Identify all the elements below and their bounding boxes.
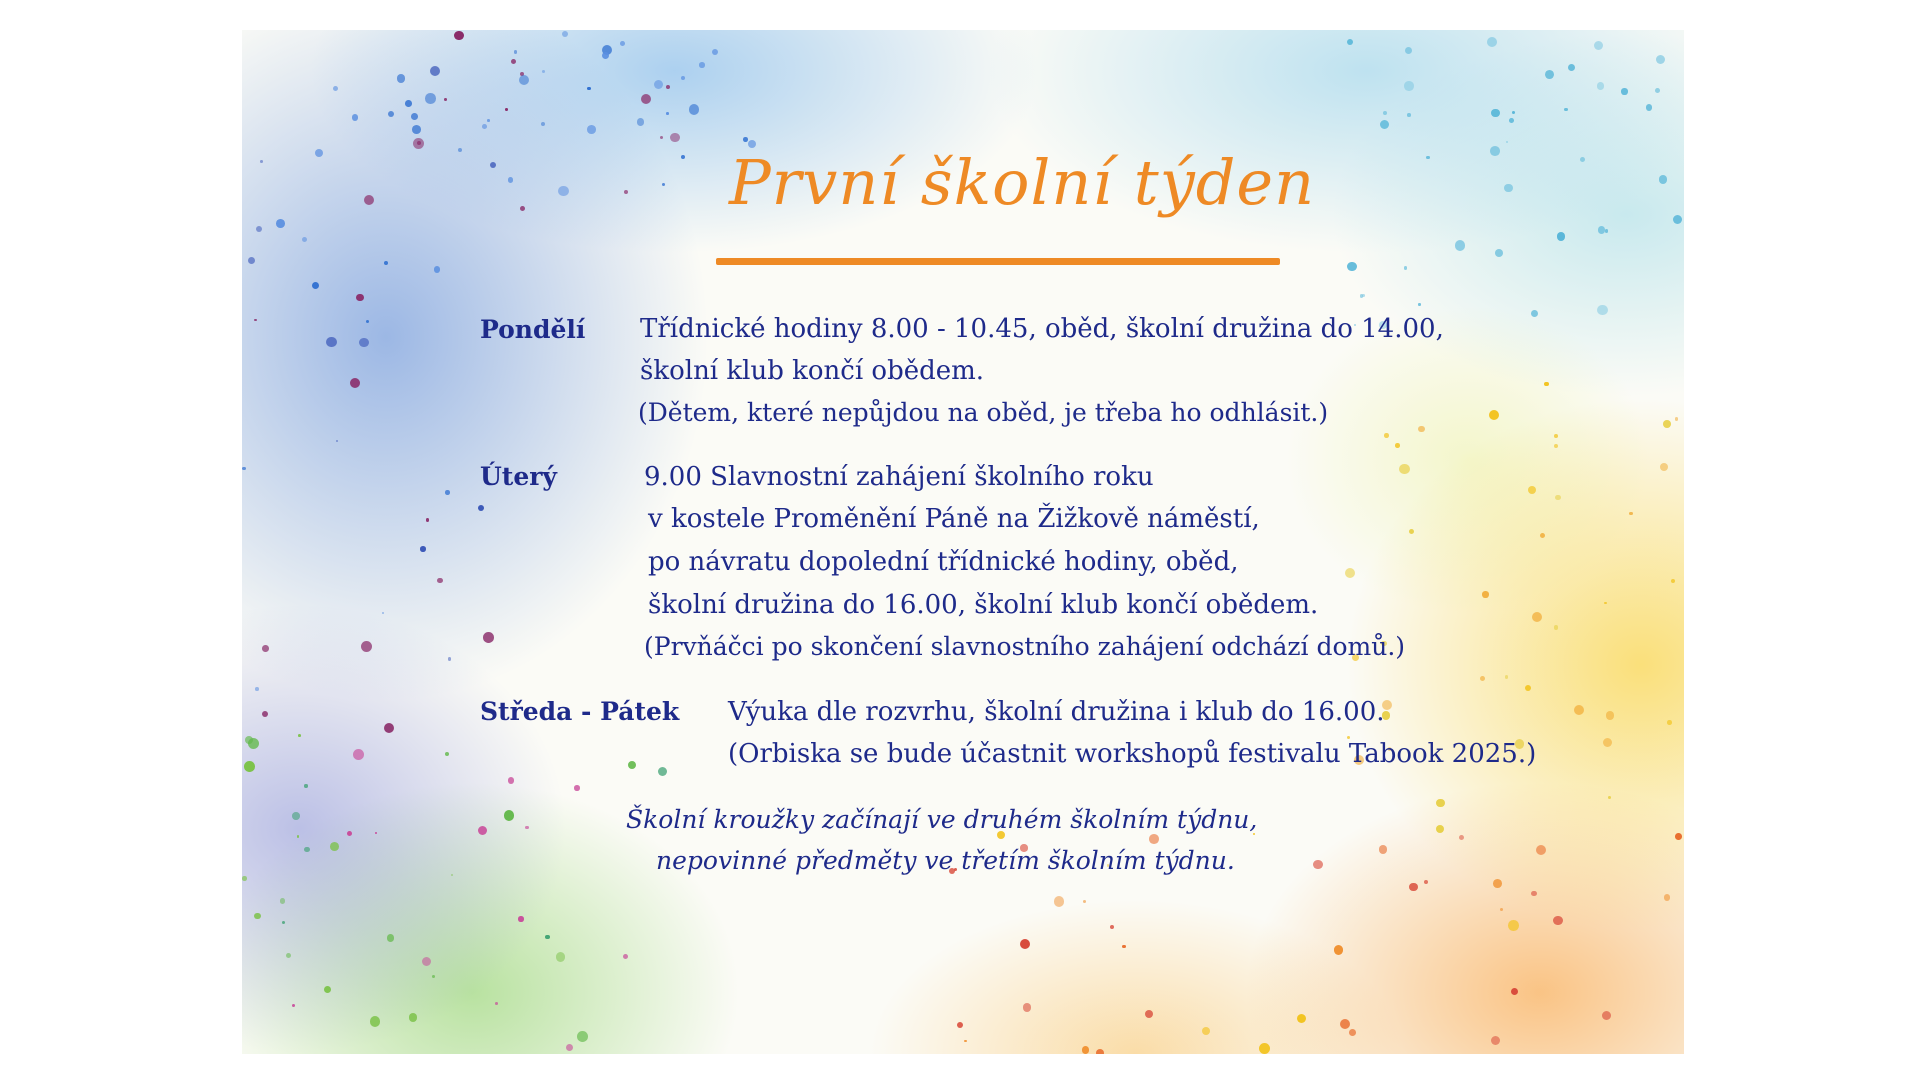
watercolor-card [242,30,1684,1054]
tuesday-note: (Prvňáčci po skončení slavnostního zahájení odchází domů.) [644,632,1406,661]
day-tuesday-label: Úterý [480,462,557,491]
tuesday-line: školní družina do 16.00, školní klub končí obědem. [648,590,1319,620]
wednesday-friday-line: (Orbiska se bude účastnit workshopů festivalu Tabook 2025.) [728,739,1537,769]
tuesday-line: 9.00 Slavnostní zahájení školního roku [644,462,1154,492]
page-title: První školní týden [728,146,1316,219]
closing-line: nepovinné předměty ve třetím školním týdnu. [656,846,1235,875]
tuesday-line: po návratu dopolední třídnické hodiny, oběd, [648,547,1239,577]
tuesday-line: v kostele Proměnění Páně na Žižkově náměstí, [648,504,1260,534]
closing-line: Školní kroužky začínají ve druhém školním týdnu, [626,805,1258,834]
day-wednesday-friday-label: Středa - Pátek [480,697,680,726]
monday-line: Třídnické hodiny 8.00 - 10.45, oběd, školní družina do 14.00, [640,314,1444,344]
monday-line: školní klub končí obědem. [640,356,985,386]
day-monday-label: Pondělí [480,315,586,344]
schedule-content [242,30,1684,1054]
title-underline [716,258,1280,265]
wednesday-friday-line: Výuka dle rozvrhu, školní družina i klub do 16.00. [728,697,1385,727]
monday-note: (Dětem, které nepůjdou na oběd, je třeba ho odhlásit.) [638,398,1329,427]
